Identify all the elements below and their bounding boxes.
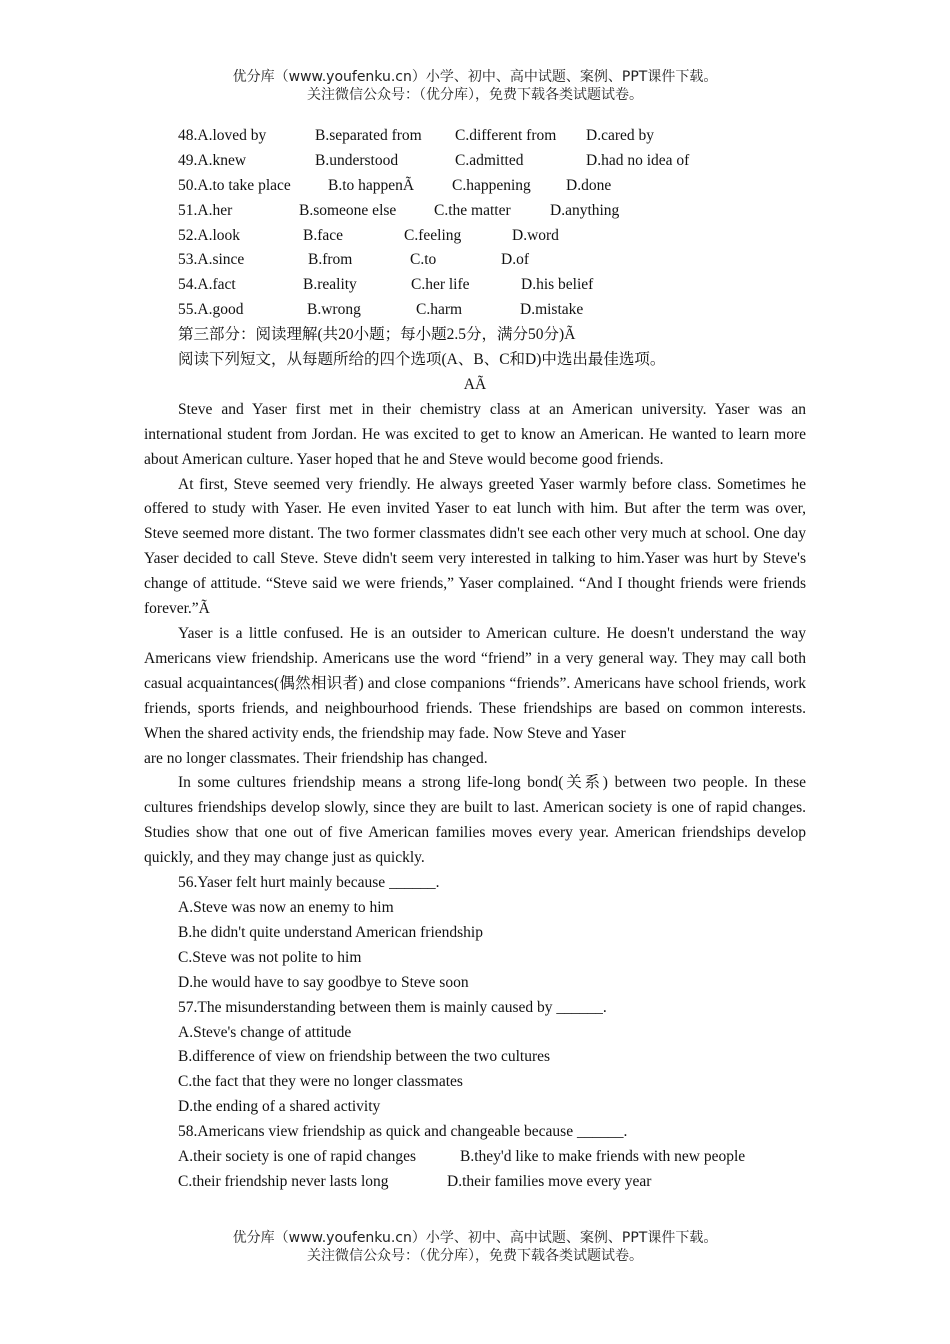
option-b: B.from [308, 251, 353, 269]
option-d: D.cared by [586, 127, 654, 144]
page-footer [0, 1229, 950, 1265]
answer-option-a: A.Steve's change of attitude [178, 1023, 352, 1041]
answer-option-c: C.their friendship never lasts long [178, 1172, 389, 1190]
header-line-2: 关注微信公众号：（优分库），免费下载各类试题试卷。 [307, 87, 643, 103]
page-header [0, 68, 950, 104]
answer-option-d: D.their families move every year [447, 1172, 652, 1190]
passage-paragraph-3: Yaser is a little confused. He is an outsider to American culture. He doesn't understand the way Americans view friendship. Americans use the word “friend” in a very general way. They may call both casual acquaintances(偶然相识者) and close companions “friends”. Americans have school friends, work friends, sports friends, and neighbourhood friends. These friendships are based on common interests. When the shared activity ends, the friendship may fade. Now Steve and Yaser [144, 625, 806, 742]
exam-content [144, 124, 806, 1195]
option-d: D.his belief [521, 276, 594, 294]
footer-line-2: 关注微信公众号：（优分库），免费下载各类试题试卷。 [307, 1248, 643, 1264]
option-c: C.harm [416, 301, 463, 319]
answer-option-a: A.Steve was now an enemy to him [178, 898, 394, 916]
option-b: B.someone else [299, 201, 397, 219]
footer-line-1: 优分库（www.youfenku.cn）小学、初中、高中试题、案例、PPT课件下载。 [232, 1230, 718, 1246]
answer-option-d: D.he would have to say goodbye to Steve soon [178, 973, 469, 991]
question-56 [144, 871, 806, 996]
cloze-row-48 [144, 124, 806, 149]
answer-option-b: B.they'd like to make friends with new people [460, 1148, 746, 1166]
question-58 [144, 1120, 806, 1195]
passage-paragraph-1: Steve and Yaser first met in their chemistry class at an American university. Yaser was an international student from Jordan. He was excited to get to know an American. He wanted to learn more about American culture. Yaser hoped that he and Steve would become good friends. [144, 400, 806, 468]
cloze-row-49 [144, 149, 806, 174]
option-a: 50.A.to take place [178, 176, 291, 194]
option-b: B.face [303, 226, 344, 244]
answer-options-cd [144, 1170, 806, 1195]
answer-option-c: C.the fact that they were no longer classmates [178, 1073, 463, 1091]
question-stem: 56.Yaser felt hurt mainly because ______. [178, 874, 440, 892]
option-c: C.happening [452, 176, 531, 194]
option-d: D.done [566, 176, 612, 194]
answer-option-c: C.Steve was not polite to him [178, 948, 362, 966]
cloze-row-55 [144, 298, 806, 323]
header-line-1: 优分库（www.youfenku.cn）小学、初中、高中试题、案例、PPT课件下载。 [232, 69, 718, 85]
cloze-row-53 [144, 248, 806, 273]
option-a: 55.A.good [178, 301, 244, 319]
option-b: B.to happenÃ [328, 176, 415, 194]
passage-label: AÃ [463, 375, 487, 393]
option-b: B.reality [303, 276, 357, 294]
cloze-row-51 [144, 199, 806, 224]
option-a: 53.A.since [178, 251, 245, 269]
question-stem: 57.The misunderstanding between them is mainly caused by ______. [178, 998, 607, 1016]
option-c: C.her life [411, 276, 470, 294]
answer-option-b: B.difference of view on friendship between the two cultures [178, 1048, 551, 1066]
answer-option-b: B.he didn't quite understand American friendship [178, 923, 483, 941]
option-c: C.different from [455, 127, 557, 144]
option-d: D.mistake [520, 301, 584, 319]
option-b: B.understood [315, 151, 399, 169]
section-title: 第三部分：阅读理解(共20小题；每小题2.5分，满分50分)Ã [178, 326, 576, 344]
option-a: 52.A.look [178, 226, 240, 244]
option-d: D.anything [550, 201, 620, 219]
option-d: D.had no idea of [586, 151, 690, 169]
option-c: C.the matter [434, 201, 511, 219]
option-c: C.feeling [404, 226, 462, 244]
option-d: D.word [512, 226, 559, 244]
option-b: B.separated from [315, 127, 422, 144]
passage-paragraph-3-continued: are no longer classmates. Their friendship has changed. [144, 749, 488, 767]
cloze-row-50 [144, 174, 806, 199]
option-c: C.to [410, 251, 437, 269]
passage-paragraph-4: In some cultures friendship means a strong life-long bond(关系) between two people. In these cultures friendships develop slowly, since they are built to last. American society is one of rapid changes. Studies show that one out of five American families moves every year. American friendships develop quickly, and they may change just as quickly. [144, 774, 806, 867]
section-instruction: 阅读下列短文，从每题所给的四个选项(A、B、C和D)中选出最佳选项。 [178, 351, 666, 369]
answer-options-ab [144, 1145, 806, 1170]
passage-paragraph-2: At first, Steve seemed very friendly. He always greeted Yaser warmly before class. Sometimes he offered to study with Yaser. He even invited Yaser to eat lunch with him. But after the term was over, Steve seemed more distant. The two former classmates didn't see each other very much at school. One day Yaser decided to call Steve. Steve didn't seem very interested in talking to him.Yaser was hurt by Steve's change of attitude. “Steve said we were friends,” Yaser complained. “And I thought friends were friends forever.”Ã [144, 475, 806, 618]
answer-option-d: D.the ending of a shared activity [178, 1098, 381, 1116]
cloze-options [144, 124, 806, 323]
question-stem: 58.Americans view friendship as quick and changeable because ______. [178, 1123, 628, 1141]
question-57 [144, 996, 806, 1121]
option-a: 54.A.fact [178, 276, 236, 294]
option-b: B.wrong [307, 301, 361, 319]
option-a: 49.A.knew [178, 151, 247, 169]
option-c: C.admitted [455, 151, 524, 169]
cloze-row-52 [144, 224, 806, 249]
answer-option-a: A.their society is one of rapid changes [178, 1148, 417, 1166]
option-a: 48.A.loved by [178, 127, 267, 144]
cloze-row-54 [144, 273, 806, 298]
option-a: 51.A.her [178, 201, 233, 219]
option-d: D.of [501, 251, 529, 269]
